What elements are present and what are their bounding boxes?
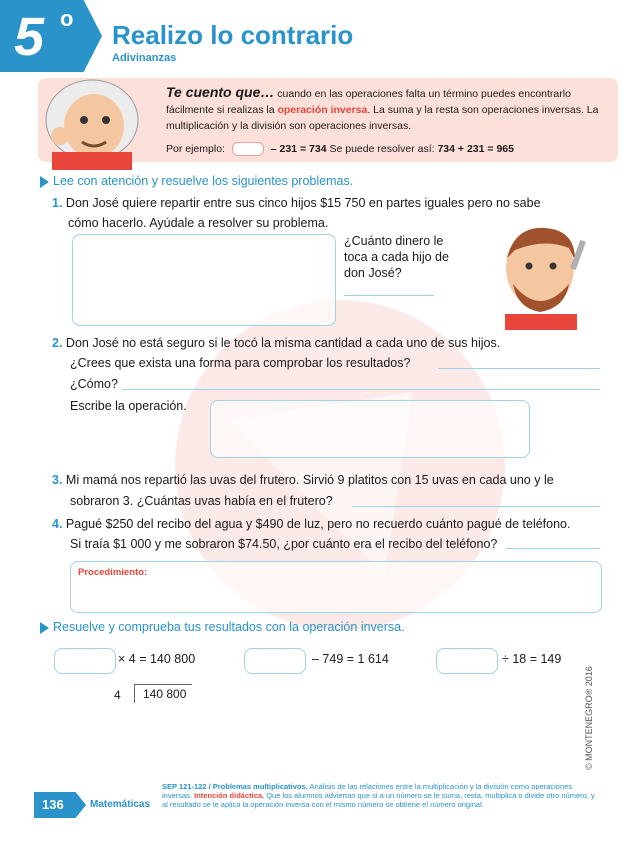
footer-subject: Matemáticas bbox=[90, 799, 151, 810]
division-divisor: 4 bbox=[114, 688, 121, 702]
answer-line-2b[interactable] bbox=[122, 389, 600, 390]
info-text-1: cuando en las operaciones falta un término puedes encontrarlo fácilmente si realizas la bbox=[166, 88, 571, 116]
triangle-bullet-icon bbox=[40, 622, 49, 634]
problem-2-line4: Escribe la operación. bbox=[70, 399, 187, 413]
answer-line-1[interactable] bbox=[344, 295, 434, 296]
operation-2-box[interactable] bbox=[244, 648, 306, 674]
info-lead: Te cuento que… bbox=[166, 84, 275, 100]
problem-4-number: 4. bbox=[52, 517, 63, 531]
problem-3-number: 3. bbox=[52, 473, 63, 487]
operation-3-box[interactable] bbox=[436, 648, 498, 674]
problem-2-line1: Don José no está seguro si le tocó la misma cantidad a cada uno de sus hijos. bbox=[65, 336, 501, 350]
man-illustration bbox=[485, 218, 595, 330]
answer-box-2[interactable] bbox=[210, 400, 530, 458]
footer-note-ref: SEP 121-122 / Problemas multiplicativos. bbox=[162, 782, 308, 791]
answer-box-1[interactable] bbox=[72, 234, 336, 326]
operation-1-box[interactable] bbox=[54, 648, 116, 674]
problem-2-line3: ¿Cómo? bbox=[70, 377, 118, 391]
problem-2-line2: ¿Crees que exista una forma para comprobar los resultados? bbox=[70, 356, 411, 370]
answer-line-2a[interactable] bbox=[438, 368, 600, 369]
operation-2-text: – 749 = 1 614 bbox=[312, 652, 389, 666]
operation-3-text: ÷ 18 = 149 bbox=[502, 652, 562, 666]
example-line bbox=[166, 142, 514, 156]
section1-instruction-text: Lee con atención y resuelve los siguientes problemas. bbox=[53, 174, 354, 188]
answer-line-3[interactable] bbox=[352, 506, 600, 507]
einstein-illustration bbox=[22, 70, 162, 170]
problem-4-line1: Pagué $250 del recibo del agua y $490 de luz, pero no recuerdo cuánto pagué de teléfono. bbox=[65, 517, 571, 531]
section2-instruction-text: Resuelve y comprueba tus resultados con la operación inversa. bbox=[53, 620, 405, 634]
problem-3-line1: Mi mamá nos repartió las uvas del frutero. Sirvió 9 platitos con 15 uvas en cada uno y le bbox=[65, 473, 554, 487]
example-solution: 734 + 231 = 965 bbox=[437, 142, 514, 155]
operation-1-text: × 4 = 140 800 bbox=[118, 652, 196, 666]
grade-number: 5 bbox=[14, 7, 45, 67]
procedure-label: Procedimiento: bbox=[78, 567, 148, 578]
grade-superscript: o bbox=[60, 6, 74, 31]
example-mid: Se puede resolver así: bbox=[329, 142, 435, 155]
page-subtitle: Adivinanzas bbox=[112, 52, 177, 64]
footer-note bbox=[162, 782, 602, 809]
procedure-box[interactable] bbox=[70, 561, 602, 613]
problem-1-number: 1. bbox=[52, 196, 63, 210]
page-number: 136 bbox=[42, 797, 64, 812]
example-equation: – 231 = 734 bbox=[270, 142, 327, 155]
answer-line-4[interactable] bbox=[506, 548, 600, 549]
problem-3 bbox=[52, 470, 612, 490]
example-blank-box bbox=[232, 142, 264, 156]
section2-instruction bbox=[40, 620, 405, 634]
example-label: Por ejemplo: bbox=[166, 142, 225, 155]
problem-2-number: 2. bbox=[52, 336, 63, 350]
page-title: Realizo lo contrario bbox=[112, 20, 354, 50]
problem-1-line2: cómo hacerlo. Ayúdale a resolver su problema. bbox=[68, 216, 329, 230]
section1-instruction bbox=[40, 174, 353, 188]
problem-4 bbox=[52, 514, 612, 534]
info-text bbox=[166, 84, 606, 134]
footer-note-body: Análisis de las relaciones entre la multiplicación y la división como operaciones inversas. bbox=[162, 782, 573, 800]
problem-4-line2: Si traía $1 000 y me sobraron $74.50, ¿por cuánto era el recibo del teléfono? bbox=[70, 537, 498, 551]
problem-2 bbox=[52, 333, 612, 353]
info-highlight: operación inversa bbox=[277, 104, 368, 116]
copyright: © MONTENEGRO® 2016 bbox=[584, 666, 594, 770]
problem-1-line1: Don José quiere repartir entre sus cinco hijos $15 750 en partes iguales pero no sabe bbox=[65, 196, 541, 210]
footer-note-intention: Intención didáctica. bbox=[194, 791, 265, 800]
triangle-bullet-icon bbox=[40, 176, 49, 188]
division-dividend: 140 800 bbox=[134, 684, 192, 703]
mini-question: ¿Cuánto dinero le toca a cada hijo de don José? bbox=[344, 234, 449, 280]
info-text-2: . La suma y la resta son operaciones inversas. La multiplicación y la división son operaciones inversas. bbox=[166, 104, 599, 132]
footer-note-rest: Que los alumnos adviertan que si a un número se le suma, resta, multiplica o divide otro número, y al resultado se le aplica la operación inversa con el mismo número se obtiene el número original. bbox=[162, 791, 595, 809]
problem-3-line2: sobraron 3. ¿Cuántas uvas había en el frutero? bbox=[70, 494, 333, 508]
